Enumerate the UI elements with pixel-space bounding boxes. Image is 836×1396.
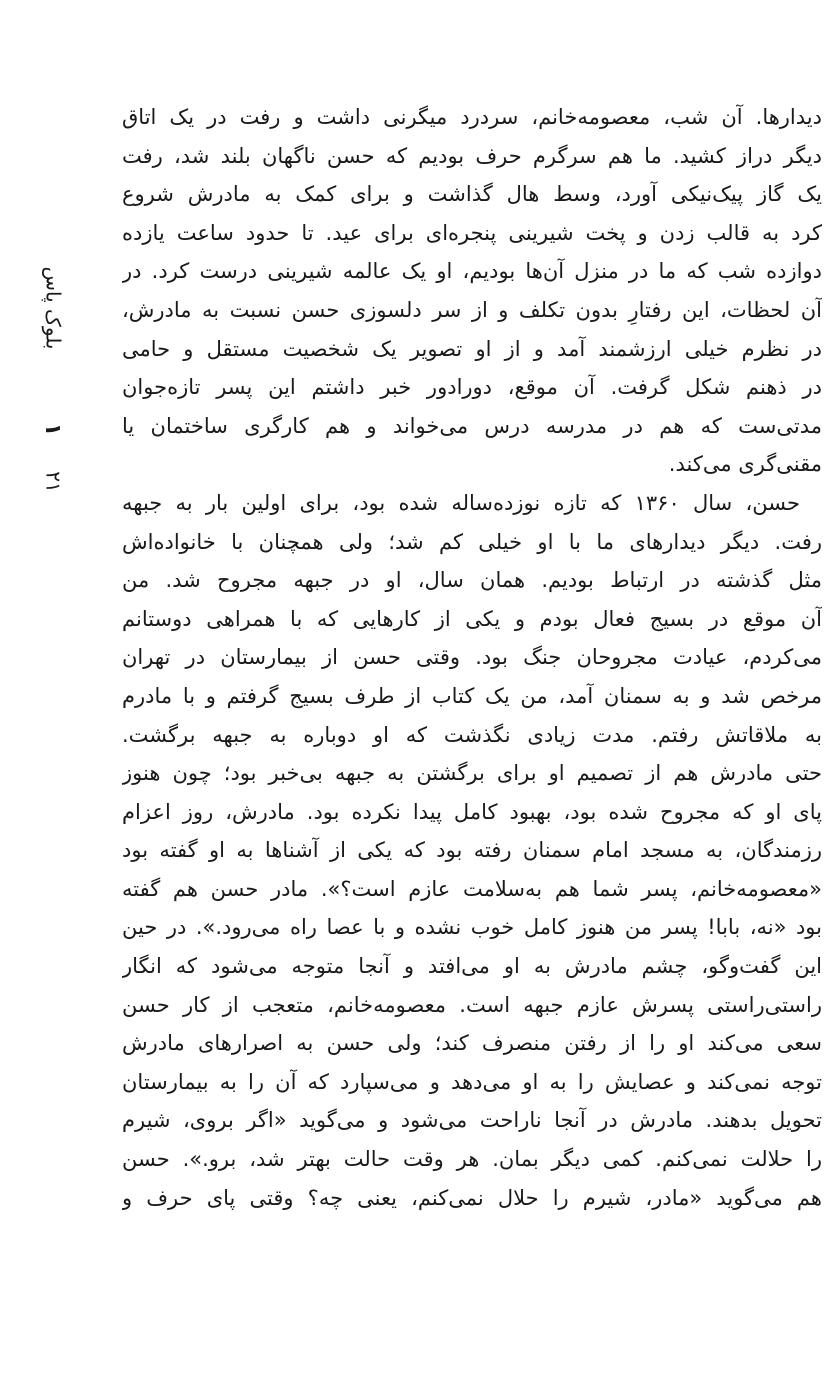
text-line: توجه نمی‌کند و عصایش را به او می‌دهد و می‌سپارد که آن را به بیمارستان xyxy=(122,1069,822,1094)
text-line: این گفت‌وگو، چشم مادرش به او می‌افتد و آنجا متوجه می‌شود که انگار xyxy=(122,954,822,979)
text-line: کرد به قالب زدن و پخت شیرینی پنجره‌ای برای عید. تا حدود ساعت یازده xyxy=(122,220,822,245)
running-head-text: بلوک پاس xyxy=(41,266,66,350)
text-line: «معصومه‌خانم، پسر شما هم به‌سلامت عازم است؟». مادر حسن هم گفته xyxy=(122,876,822,901)
text-line: در ذهنم شکل گرفت. آن موقع، دورادور خبر داشتم این پسر تازه‌جوان xyxy=(122,375,822,400)
text-line: مدتی‌ست که هم در مدرسه درس می‌خواند و هم کارگری ساختمان یا xyxy=(122,413,822,438)
text-line: رزمندگان، به مسجد امام سمنان رفته بود که یکی از آشناها به او گفته بود xyxy=(122,838,822,863)
text-line: حتی مادرش هم از تصمیم او برای برگشتن به جبهه بی‌خبر بود؛ چون هنوز xyxy=(122,761,822,786)
paragraph-end-line: مقنی‌گری می‌کند. xyxy=(668,452,822,477)
text-line: را حلالت نمی‌کنم. کمی دیگر بمان. هر وقت حالت بهتر شد، برو.». حسن xyxy=(122,1147,822,1172)
text-line: دیگر دراز کشید. ما هم سرگرم حرف بودیم که حسن ناگهان بلند شد، رفت xyxy=(122,143,822,168)
text-line: تحویل بدهند. مادرش در آنجا ناراحت می‌شود و می‌گوید «اگر بروی، شیرم xyxy=(122,1108,822,1133)
text-line: مثل گذشته در ارتباط بودیم. همان سال، او در جبهه مجروح شد. من xyxy=(122,568,822,593)
text-line: بود «نه، بابا! پسر من هنوز کامل خوب نشده و با عصا راه می‌رود.». در حین xyxy=(122,915,822,940)
paragraph-start-line: حسن، سال ۱۳۶۰ که تازه نوزده‌ساله شده بود، برای اولین بار به جبهه xyxy=(122,490,800,515)
text-line: در نظرم خیلی ارزشمند آمد و از او تصویر یک شخصیت مستقل و حامی xyxy=(122,336,822,361)
page-number xyxy=(34,462,74,502)
text-line: هم می‌گوید «مادر، شیرم را حلال نمی‌کنم، یعنی چه؟ وقتی پای حرف و xyxy=(122,1185,822,1210)
divider-glyph: ۱ xyxy=(40,422,66,436)
text-line: آن لحظات، این رفتارِ بدون تکلف و از سر دلسوزی حسن نسبت به مادرش، xyxy=(122,297,822,322)
running-head xyxy=(28,228,78,388)
text-line: رفت. دیگر دیدارهای ما با او خیلی کم شد؛ ولی همچنان با خانواده‌اش xyxy=(122,529,822,554)
text-line: پای او که مجروح شده بود، بهبود کامل پیدا نکرده بود. مادرش، روز اعزام xyxy=(122,799,822,824)
body-text xyxy=(122,98,822,1217)
page-number-text: ۲۱ xyxy=(41,471,66,493)
text-line: راستی‌راستی پسرش عازم جبهه است. معصومه‌خانم، متعجب از کار حسن xyxy=(122,992,822,1017)
text-line: به ملاقاتش رفتم. مدت زیادی نگذشت که او دوباره به جبهه برگشت. xyxy=(122,722,822,747)
text-line: می‌کردم، عیادت مجروحان جنگ بود. وقتی حسن از بیمارستان در تهران xyxy=(122,645,822,670)
text-line: مرخص شد و به سمنان آمد، من یک کتاب از طرف بسیج گرفتم و با مادرم xyxy=(122,683,822,708)
text-line: دیدارها. آن شب، معصومه‌خانم، سردرد میگرنی داشت و رفت در یک اتاق xyxy=(122,105,822,129)
text-line: آن موقع در بسیج فعال بودم و یکی از کارهایی که با همراهی دوستانم xyxy=(122,606,822,631)
text-line: یک گاز پیک‌نیکی آورد، وسط هال گذاشت و برای کمک به مادرش شروع xyxy=(122,182,822,207)
text-line: سعی می‌کند او را از رفتن منصرف کند؛ ولی حسن به اصرارهای مادرش xyxy=(122,1031,822,1056)
header-divider-mark xyxy=(40,418,66,440)
text-line: دوازده شب که ما در منزل آن‌ها بودیم، او یک عالمه شیرینی درست کرد. در xyxy=(122,259,822,284)
